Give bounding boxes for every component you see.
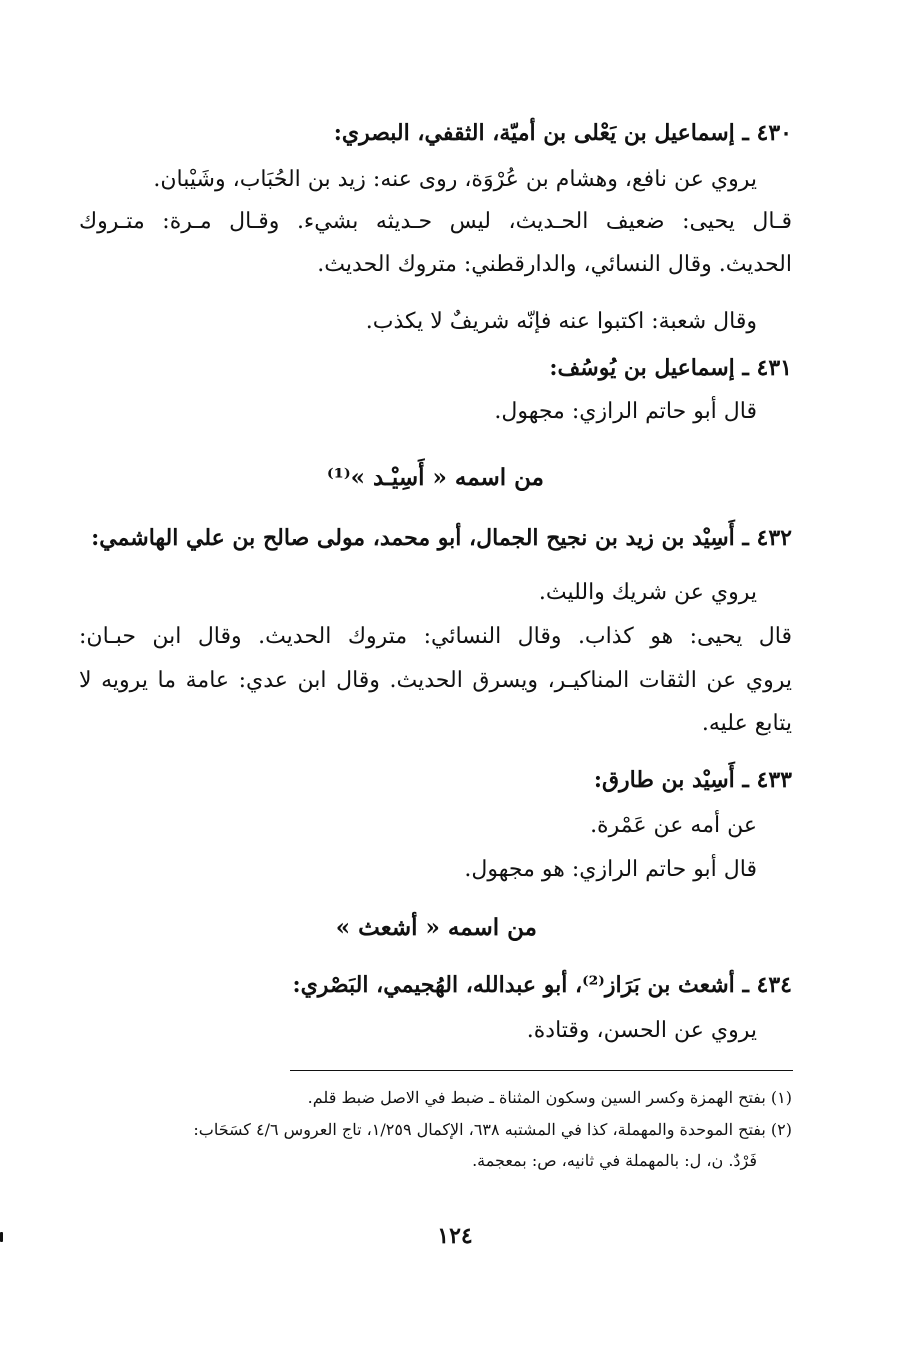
footnote-2-continued: فَرْدٌ. ن، ل: بالمهملة في ثانيه، ص: بمعجمة. [472, 1151, 757, 1170]
entry-430-header: ٤٣٠ ـ إسماعيل بن يَعْلى بن أميّة، الثقفي، البصري: [333, 120, 792, 146]
scan-edge-mark [0, 1232, 3, 1242]
entry-434-line: يروي عن الحسن، وقتادة. [526, 1018, 757, 1043]
entry-433-line: عن أمه عن عَمْرة. [590, 813, 757, 838]
section-heading-usayd: من اسمه « أَسِيْـد »⁽¹⁾ [326, 464, 544, 491]
entry-430-line: يروي عن نافع، وهشام بن عُرْوَة، روى عنه: زيد بن الحُبَاب، وشَيْبان. [153, 167, 757, 192]
entry-431-header: ٤٣١ ـ إسماعيل بن يُوسُف: [549, 355, 792, 381]
footnote-1: (١) بفتح الهمزة وكسر السين وسكون المثناة ـ ضبط في الاصل ضبط قلم. [307, 1088, 792, 1107]
entry-434-header: ٤٣٤ ـ أشعث بن بَرَاز⁽²⁾، أبو عبدالله، الهُجيمي، البَصْري: [292, 972, 792, 998]
footnote-separator [290, 1070, 793, 1071]
entry-432-header: ٤٣٢ ـ أَسِيْد بن زيد بن نجيح الجمال، أبو محمد، مولى صالح بن علي الهاشمي: [91, 525, 792, 551]
entry-432-line: يتابع عليه. [701, 711, 792, 736]
entry-430-line: قـال يحيى: ضعيف الحـديث، ليس حـديثه بشيء. وقـال مـرة: متـروك [79, 209, 792, 234]
entry-433-line: قال أبو حاتم الرازي: هو مجهول. [464, 857, 757, 882]
entry-432-line: قال يحيى: هو كذاب. وقال النسائي: متروك الحديث. وقال ابن حبـان: [79, 624, 792, 649]
entry-430-line: الحديث. وقال النسائي، والدارقطني: متروك الحديث. [317, 252, 792, 277]
entry-432-line: يروي عن الثقات المناكيـر، ويسرق الحديث. وقال ابن عدي: عامة ما يرويه لا [79, 668, 792, 693]
entry-430-line: وقال شعبة: اكتبوا عنه فإنّه شريفٌ لا يكذب. [365, 309, 757, 334]
section-heading-ashath: من اسمه « أشعث » [335, 914, 537, 941]
page-number: ١٢٤ [437, 1223, 473, 1249]
entry-433-header: ٤٣٣ ـ أَسِيْد بن طارق: [593, 767, 792, 793]
footnote-2: (٢) بفتح الموحدة والمهملة، كذا في المشتبه ٦٣٨، الإكمال ١/٢٥٩، تاج العروس ٤/٦ كسَحَاب: [193, 1120, 792, 1139]
entry-432-line: يروي عن شريك والليث. [538, 580, 757, 605]
entry-431-line: قال أبو حاتم الرازي: مجهول. [494, 399, 757, 424]
